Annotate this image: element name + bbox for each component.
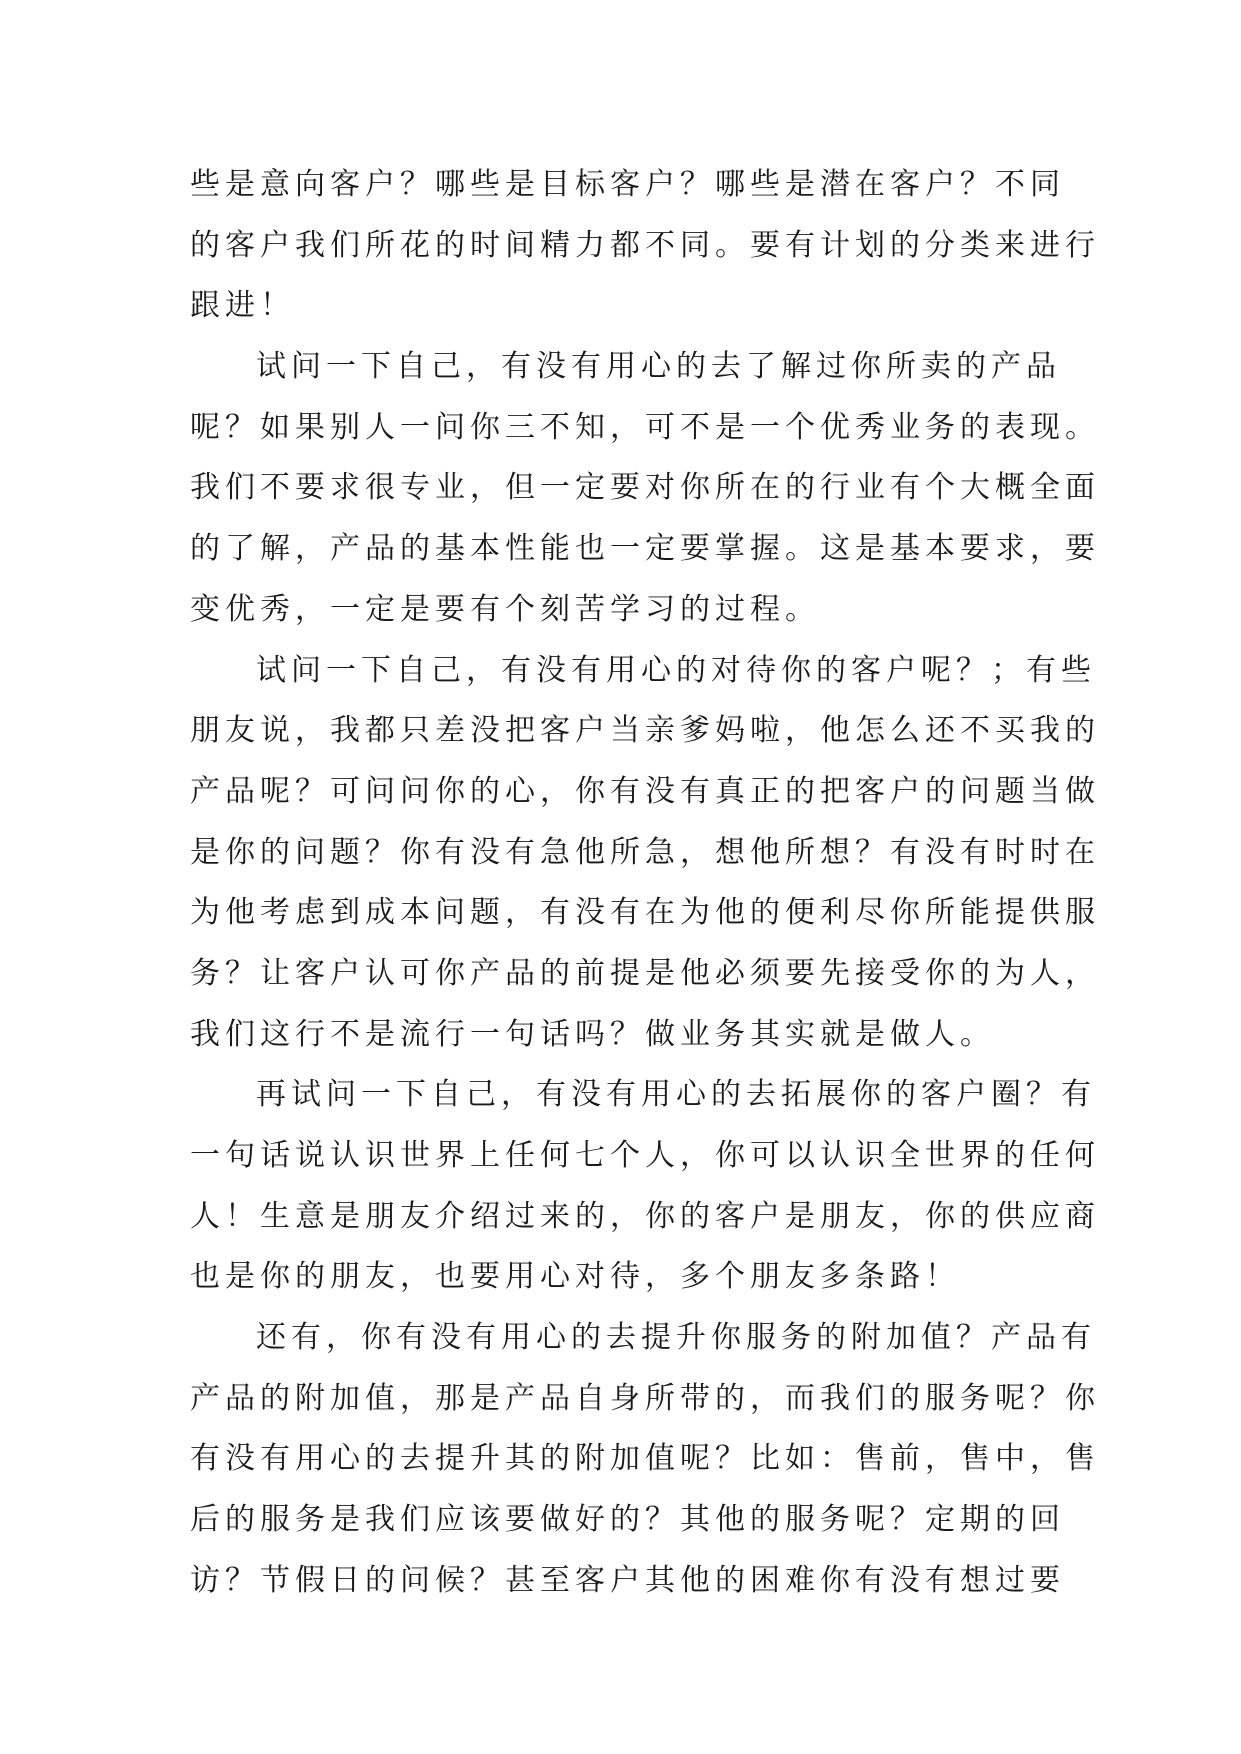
paragraph-4: [190, 1065, 1100, 1308]
text-line: 一句话说认识世界上任何七个人，你可以认识全世界的任何: [190, 1138, 1100, 1173]
body-text: [190, 155, 1100, 1612]
text-line: 我们不要求很专业，但一定要对你所在的行业有个大概全面: [190, 470, 1100, 506]
text-line: 朋友说，我都只差没把客户当亲爹妈啦，他怎么还不买我的: [190, 713, 1100, 749]
text-line: 产品的附加值，那是产品自身所带的，而我们的服务呢？你: [190, 1380, 1100, 1416]
text-line: 试问一下自己，有没有用心的对待你的客户呢？；有些: [256, 652, 1096, 688]
text-line: 为他考虑到成本问题，有没有在为他的便利尽你所能提供服: [190, 895, 1100, 931]
paragraph-1: [190, 155, 1100, 337]
text-line: 后的服务是我们应该要做好的？其他的服务呢？定期的回: [190, 1502, 1065, 1538]
text-line: 务？让客户认可你产品的前提是他必须要先接受你的为人，: [190, 955, 1100, 991]
text-line: 还有，你有没有用心的去提升你服务的附加值？产品有: [256, 1320, 1096, 1356]
paragraph-3: [190, 641, 1100, 1066]
text-line: 我们这行不是流行一句话吗？做业务其实就是做人。: [190, 1016, 995, 1052]
text-line: 些是意向客户？哪些是目标客户？哪些是潜在客户？不同: [190, 167, 1065, 202]
text-line: 访？节假日的问候？甚至客户其他的困难你有没有想过要: [190, 1562, 1065, 1598]
text-line: 再试问一下自己，有没有用心的去拓展你的客户圈？有: [256, 1077, 1096, 1113]
paragraph-5: [190, 1308, 1100, 1611]
text-line: 呢？如果别人一问你三不知，可不是一个优秀业务的表现。: [190, 409, 1100, 445]
text-line: 人！生意是朋友介绍过来的，你的客户是朋友，你的供应商: [190, 1198, 1100, 1234]
text-line: 变优秀，一定是要有个刻苦学习的过程。: [190, 591, 820, 627]
text-line: 试问一下自己，有没有用心的去了解过你所卖的产品: [256, 349, 1061, 385]
text-line: 的了解，产品的基本性能也一定要掌握。这是基本要求，要: [190, 531, 1100, 567]
text-line: 是你的问题？你有没有急他所急，想他所想？有没有时时在: [190, 834, 1100, 870]
text-line: 也是你的朋友，也要用心对待，多个朋友多条路！: [190, 1259, 960, 1295]
text-line: 产品呢？可问问你的心，你有没有真正的把客户的问题当做: [190, 773, 1100, 809]
text-line: 有没有用心的去提升其的附加值呢？比如：售前，售中，售: [190, 1441, 1100, 1477]
text-line: 跟进！: [190, 288, 295, 324]
text-line: 的客户我们所花的时间精力都不同。要有计划的分类来进行: [190, 227, 1100, 263]
paragraph-2: [190, 337, 1100, 640]
